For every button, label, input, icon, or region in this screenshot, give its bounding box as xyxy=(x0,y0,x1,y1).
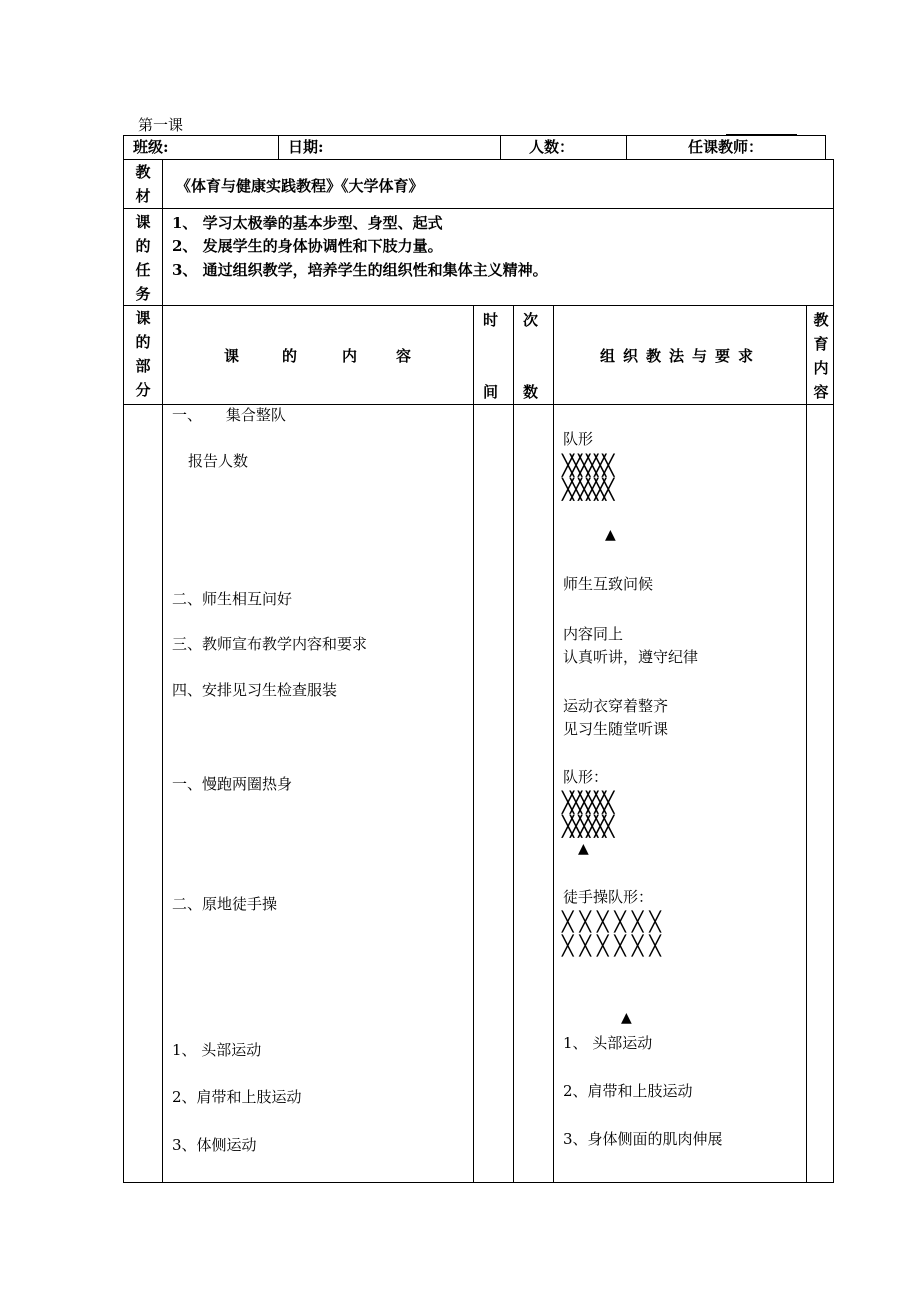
method-shoulder: 2、肩带和上肢运动 xyxy=(563,1082,693,1100)
col-edu-header: 教 育 内 容 xyxy=(813,311,829,401)
teacher-marker-1: ▲ xyxy=(605,527,616,543)
method-head: 1、 头部运动 xyxy=(563,1034,653,1052)
task-item-3: 3、 通过组织教学，培养学生的组织性和集体主义精神。 xyxy=(172,261,548,279)
col-count-header-top: 次 xyxy=(523,311,539,329)
teacher-marker-3: ▲ xyxy=(621,1010,632,1026)
rule-v-content xyxy=(473,305,474,1182)
formation-row-3: ╳╳╳╳╳╳ xyxy=(562,790,611,814)
rule-tasks-bottom xyxy=(123,305,834,306)
tasks-label: 课 的 任 务 xyxy=(135,213,151,303)
col-part-header: 课 的 部 分 xyxy=(135,309,151,399)
teacher-marker-2: ▲ xyxy=(578,841,589,857)
method-formation-label: 队形 xyxy=(563,430,594,448)
task-item-2: 2、 发展学生的身体协调性和下肢力量。 xyxy=(172,237,443,255)
rule-colheader-bottom xyxy=(123,404,834,405)
rule-v-method xyxy=(806,305,807,1182)
task-item-1: 1、 学习太极拳的基本步型、身型、起式 xyxy=(172,214,443,232)
content-item-greet: 二、师生相互问好 xyxy=(172,590,293,608)
rule-v-count xyxy=(553,305,554,1182)
method-calisthenics-formation: 徒手操队形： xyxy=(563,888,654,906)
method-same: 内容同上 xyxy=(563,625,624,643)
content-item-head: 1、 头部运动 xyxy=(172,1041,262,1059)
rule-v-header-3 xyxy=(626,135,627,159)
rule-v-label xyxy=(162,159,163,1182)
rule-header-bottom xyxy=(123,159,834,160)
rule-material-bottom xyxy=(123,208,834,209)
date-label: 日期: xyxy=(288,138,324,156)
rule-v-header-2 xyxy=(500,135,501,159)
rule-v-header-left xyxy=(123,135,124,159)
method-uniform: 运动衣穿着整齐 xyxy=(563,697,669,715)
material-label: 教 材 xyxy=(135,163,151,205)
col-time-header-bottom: 间 xyxy=(483,383,499,401)
content-item-report: 报告人数 xyxy=(188,452,249,470)
content-item-assemble: 一、 集合整队 xyxy=(172,406,286,424)
method-observe: 见习生随堂听课 xyxy=(563,720,669,738)
rule-v-outer-left xyxy=(123,159,124,1182)
col-count-header-bottom: 数 xyxy=(523,383,539,401)
rule-v-header-1 xyxy=(278,135,279,159)
rule-v-time xyxy=(513,305,514,1182)
material-text: 《体育与健康实践教程》《大学体育》 xyxy=(176,177,424,195)
formation-row-5: ╳ ╳ ╳ ╳ ╳ ╳ xyxy=(562,911,661,933)
formation-row-2: ╳╳╳╳╳╳ xyxy=(562,477,611,501)
method-listen: 认真听讲，遵守纪律 xyxy=(563,648,699,666)
content-item-side: 3、体侧运动 xyxy=(172,1136,257,1154)
content-item-shoulder: 2、肩带和上肢运动 xyxy=(172,1088,302,1106)
rule-bottom xyxy=(123,1182,834,1183)
method-greet: 师生互致问候 xyxy=(563,575,654,593)
content-item-check-uniform: 四、安排见习生检查服装 xyxy=(172,681,338,699)
content-item-jog: 一、慢跑两圈热身 xyxy=(172,775,293,793)
rule-header-underline-short xyxy=(726,134,797,135)
content-item-calisthenics: 二、原地徒手操 xyxy=(172,895,278,913)
formation-row-1: ╳╳╳╳╳╳ xyxy=(562,453,611,477)
rule-top-header xyxy=(123,135,826,136)
formation-row-4: ╳╳╳╳╳╳ xyxy=(562,814,611,838)
rule-v-header-right xyxy=(825,135,826,159)
class-label: 班级: xyxy=(133,138,169,156)
lesson-title: 第一课 xyxy=(138,116,184,134)
count-label: 人数： xyxy=(529,138,575,156)
content-item-announce: 三、教师宣布教学内容和要求 xyxy=(172,635,368,653)
method-formation-label-2: 队形： xyxy=(563,768,609,786)
col-time-header-top: 时 xyxy=(483,311,499,329)
formation-row-6: ╳ ╳ ╳ ╳ ╳ ╳ xyxy=(562,935,661,957)
method-side-stretch: 3、身体侧面的肌肉伸展 xyxy=(563,1130,723,1148)
teacher-label: 任课教师： xyxy=(688,138,764,156)
